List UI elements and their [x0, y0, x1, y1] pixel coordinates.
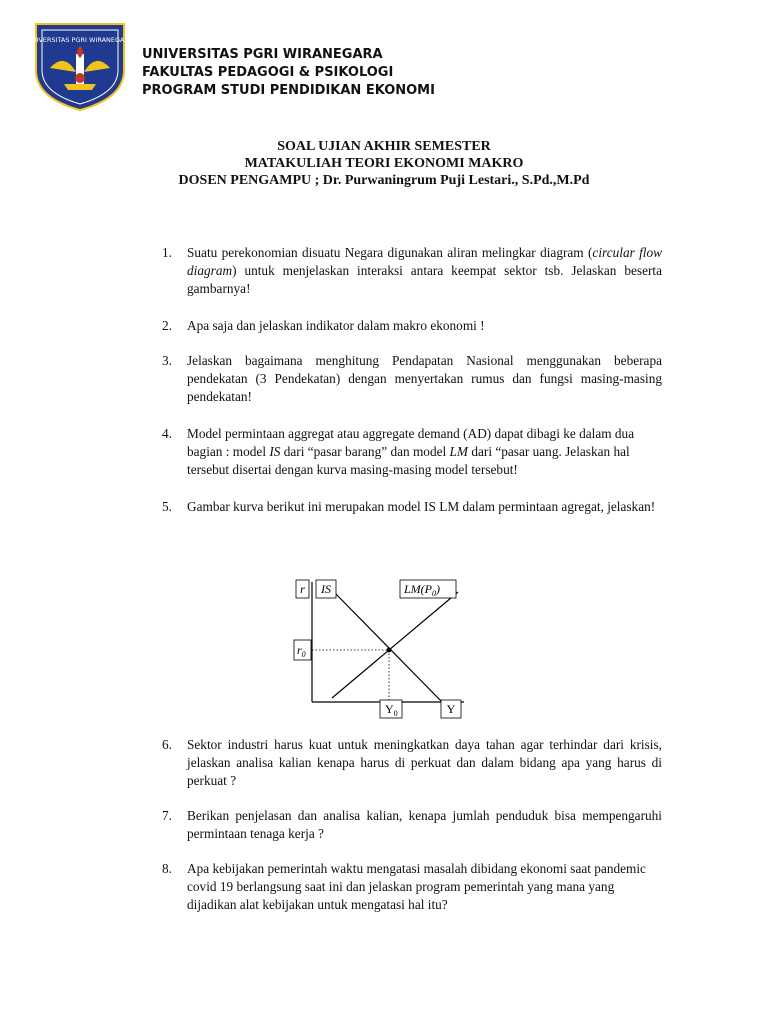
question-text: Model permintaan aggregat atau aggregate demand (AD) dapat dibagi ke dalam dua bagian : model IS dari “pasar barang” dan model LM dari “pasar uang. Jelaskan hal tersebut disertai dengan kurva masing-masing model tersebut! — [187, 426, 635, 477]
lm-label: $LM(P_0)$ — [404, 582, 440, 598]
study-program-name: PROGRAM STUDI PENDIDIKAN EKONOMI — [142, 83, 435, 98]
y0-label: $Y_0$ — [385, 702, 398, 718]
question-number: 4. — [162, 426, 172, 441]
question-number: 7. — [162, 808, 172, 823]
question-number: 6. — [162, 737, 172, 752]
is-curve — [332, 590, 442, 702]
question-text: Sektor industri harus kuat untuk meningkatkan daya tahan agar terhindar dari krisis, jelaskan analisa kalian kenapa harus di perkuat dan dalam bidang apa yang harus di perkuat ? — [187, 737, 662, 788]
question-text: Jelaskan bagaimana menghitung Pendapatan Nasional menggunakan beberapa pendekatan (3 Pendekatan) dengan menyertakan rumus dan fungsi masing-masing pendekatan! — [187, 353, 662, 404]
lecturer-line: DOSEN PENGAMPU ; Dr. Purwaningrum Puji Lestari., S.Pd.,M.Pd — [178, 173, 590, 188]
university-logo — [30, 20, 130, 112]
question-text: Apa saja dan jelaskan indikator dalam makro ekonomi ! — [187, 318, 485, 333]
is-lm-diagram — [288, 576, 488, 724]
question-text: Berikan penjelasan dan analisa kalian, kenapa jumlah penduduk bisa mempengaruhi permintaan tenaga kerja ? — [187, 808, 662, 841]
question-4 — [162, 425, 662, 479]
exam-title-block — [0, 138, 768, 189]
question-8 — [162, 860, 662, 914]
question-number: 8. — [162, 861, 172, 876]
exam-title: SOAL UJIAN AKHIR SEMESTER — [277, 139, 491, 154]
is-label: IS — [321, 582, 331, 596]
r0-label: $r_0$ — [297, 643, 306, 659]
faculty-name: FAKULTAS PEDAGOGI & PSIKOLOGI — [142, 65, 394, 80]
equilibrium-point — [387, 648, 392, 653]
question-number: 1. — [162, 245, 172, 260]
question-5 — [162, 498, 662, 516]
institution-header — [142, 46, 435, 100]
question-number: 2. — [162, 318, 172, 333]
question-number: 3. — [162, 353, 172, 368]
question-2 — [162, 317, 662, 335]
university-name: UNIVERSITAS PGRI WIRANEGARA — [142, 47, 383, 62]
question-list — [162, 244, 662, 516]
y-axis-label: Y — [446, 702, 456, 716]
question-3 — [162, 352, 662, 406]
question-text: Apa kebijakan pemerintah waktu mengatasi masalah dibidang ekonomi saat pandemic covid 19 berlangsung saat ini dan jelaskan program pemerintah yang mana yang dijadikan alat kebijakan untuk mengatasi hal itu? — [187, 861, 646, 912]
question-6 — [162, 736, 662, 790]
lm-curve — [332, 592, 458, 698]
course-title: MATAKULIAH TEORI EKONOMI MAKRO — [244, 156, 524, 171]
question-text: Suatu perekonomian disuatu Negara digunakan aliran melingkar diagram (circular flow diagram) untuk menjelaskan interaksi antara keempat sektor tsb. Jelaskan beserta gambarnya! — [187, 245, 663, 296]
r-axis-label: r — [300, 582, 305, 596]
logo-text: UNIVERSITAS PGRI WIRANEGARA — [30, 36, 130, 44]
question-list-continued — [162, 736, 662, 914]
question-7 — [162, 807, 662, 843]
question-text: Gambar kurva berikut ini merupakan model IS LM dalam permintaan agregat, jelaskan! — [187, 499, 656, 514]
question-number: 5. — [162, 499, 172, 514]
question-1 — [162, 244, 662, 298]
